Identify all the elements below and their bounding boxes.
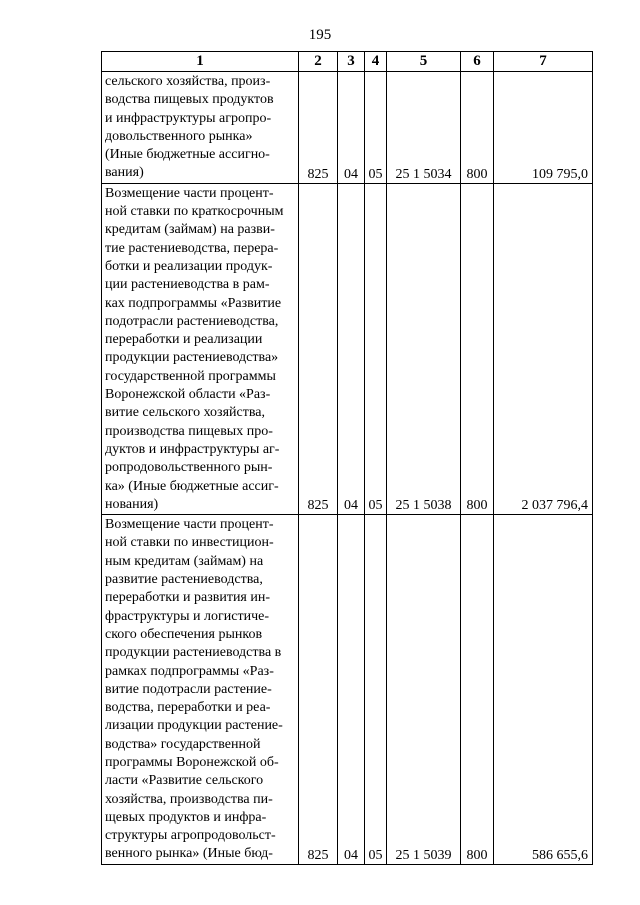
row-target-article: 25 1 5034 [387,72,461,184]
row-amount: 2 037 796,4 [494,183,593,514]
header-col-7: 7 [494,52,593,72]
row-subsection-code: 05 [365,72,387,184]
table-row [102,183,593,514]
row-description: Возмещение части процент- ной ставки по краткосрочным кредитам (займам) на разви- тие растениеводства, перера- ботки и реализации продук- ции растениеводства в рам- ках подпрограммы «Развитие подотрасли растениеводства, переработки и реализации продукции растениеводства» государственной программы Воронежской области «Раз- витие сельского хозяйства, производства пищевых про- дуктов и инфраструктуры аг- ропродовольственного рын- ка» (Иные бюджетные ассиг- нования) [102,183,299,514]
budget-table [101,51,593,865]
row-section-code: 04 [338,183,365,514]
row-section-code: 04 [338,72,365,184]
row-expense-type: 800 [461,515,494,865]
row-amount: 109 795,0 [494,72,593,184]
row-expense-type: 800 [461,72,494,184]
row-ministry-code: 825 [299,515,338,865]
row-subsection-code: 05 [365,183,387,514]
header-col-3: 3 [338,52,365,72]
row-description: Возмещение части процент- ной ставки по инвестицион- ным кредитам (займам) на развитие растениеводства, переработки и развития ин- фраструктуры и логистиче- ского обеспечения рынков продукции растениеводства в рамках подпрограммы «Раз- витие подотрасли растение- водства, переработки и реа- лизации продукции растение- водства» государственной программы Воронежской об- ласти «Развитие сельского хозяйства, производства пи- щевых продуктов и инфра- структуры агропродовольст- венного рынка» (Иные бюд- [102,515,299,865]
row-section-code: 04 [338,515,365,865]
table-row [102,72,593,184]
page-number: 195 [308,27,332,43]
header-row [102,52,593,72]
row-amount: 586 655,6 [494,515,593,865]
row-ministry-code: 825 [299,183,338,514]
header-col-6: 6 [461,52,494,72]
header-col-2: 2 [299,52,338,72]
row-target-article: 25 1 5038 [387,183,461,514]
table-row [102,515,593,865]
row-expense-type: 800 [461,183,494,514]
header-col-5: 5 [387,52,461,72]
header-col-4: 4 [365,52,387,72]
row-subsection-code: 05 [365,515,387,865]
row-ministry-code: 825 [299,72,338,184]
row-target-article: 25 1 5039 [387,515,461,865]
row-description: сельского хозяйства, произ- водства пищевых продуктов и инфраструктуры агропро- довольственного рынка» (Иные бюджетные ассигно- вания) [102,72,299,184]
header-col-1: 1 [102,52,299,72]
